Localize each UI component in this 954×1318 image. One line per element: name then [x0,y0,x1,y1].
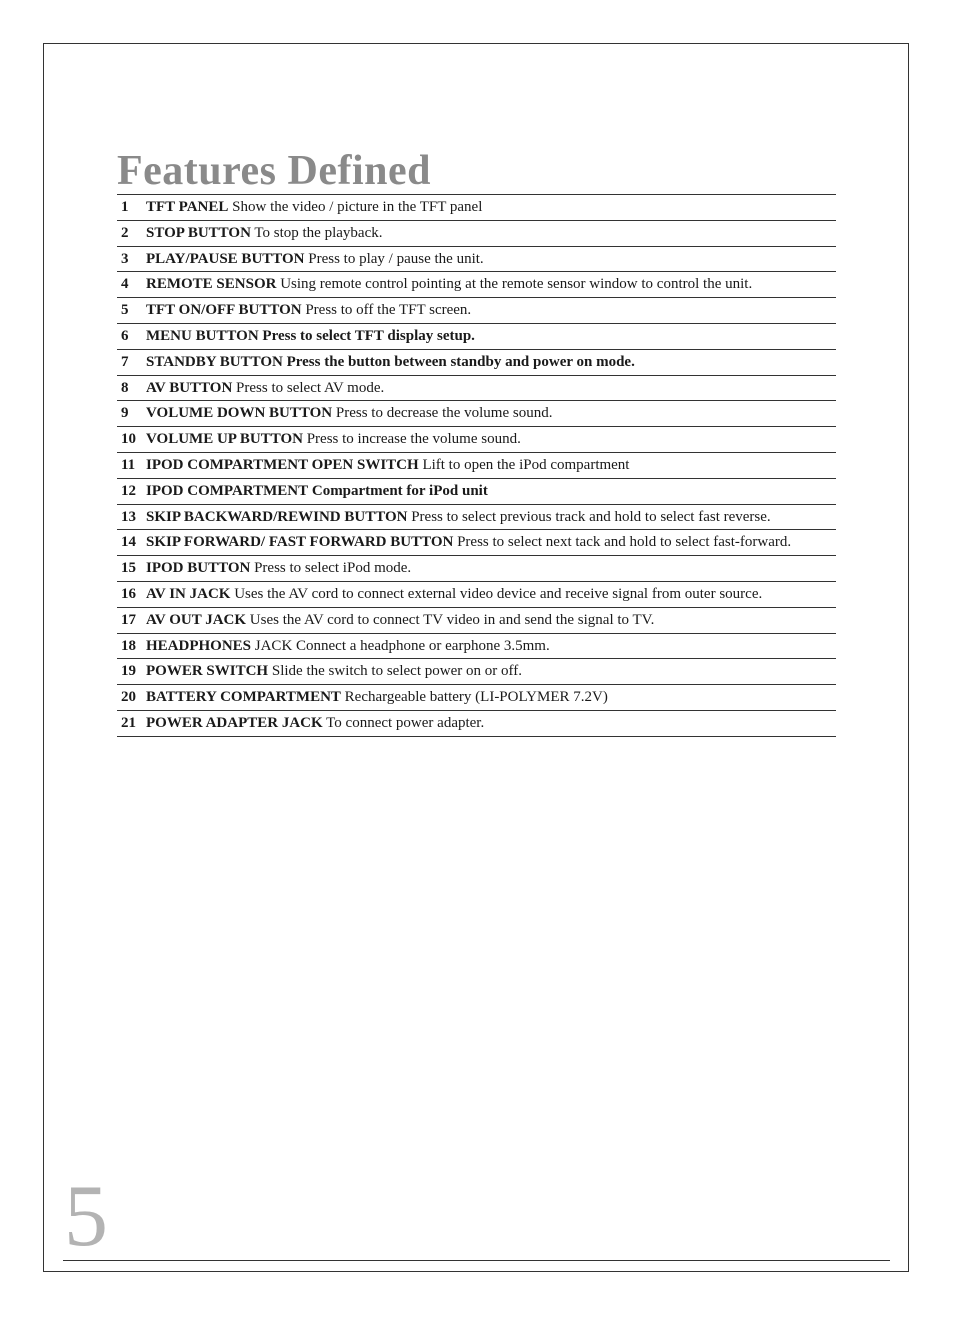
feature-name: IPOD BUTTON [146,560,251,577]
feature-description: Press to off the TFT screen. [305,302,472,319]
feature-number: 12 [121,482,136,499]
feature-number: 16 [121,585,136,602]
feature-row [117,324,836,350]
feature-row [117,659,836,685]
feature-number: 7 [121,353,129,370]
feature-text [146,195,836,220]
feature-text [146,376,836,401]
feature-number: 19 [121,663,136,680]
feature-description: Slide the switch to select power on or off. [271,663,522,680]
feature-text [146,324,836,349]
feature-number: 3 [121,250,129,267]
feature-row [117,530,836,556]
feature-name: AV BUTTON [146,379,233,396]
feature-name: SKIP BACKWARD/REWIND BUTTON [146,508,408,525]
feature-number: 6 [121,327,129,344]
feature-description: JACK Connect a headphone or earphone 3.5mm. [254,637,550,654]
feature-name: IPOD COMPARTMENT [146,482,309,499]
feature-name: POWER ADAPTER JACK [146,714,323,731]
feature-text [146,659,836,684]
feature-text [146,685,836,710]
feature-number: 8 [121,379,129,396]
feature-text [146,530,836,555]
feature-name: REMOTE SENSOR [146,276,277,293]
feature-row [117,505,836,531]
feature-name: HEADPHONES [146,637,252,654]
feature-name: POWER SWITCH [146,663,269,680]
feature-row [117,298,836,324]
feature-description: Press the button between standby and power on mode. [286,353,635,370]
feature-number: 13 [121,508,136,525]
page-number: 5 [64,1168,108,1265]
feature-text [146,634,836,659]
feature-name: SKIP FORWARD/ FAST FORWARD BUTTON [146,534,454,551]
feature-row [117,350,836,376]
page-title: Features Defined [117,148,431,194]
feature-name: IPOD COMPARTMENT OPEN SWITCH [146,456,419,473]
feature-text [146,247,836,272]
feature-name: STANDBY BUTTON [146,353,283,370]
feature-row [117,247,836,273]
feature-description: Compartment for iPod unit [311,482,488,499]
feature-text [146,298,836,323]
feature-text [146,401,836,426]
feature-name: STOP BUTTON [146,224,251,241]
feature-row [117,556,836,582]
feature-description: Lift to open the iPod compartment [422,456,630,473]
feature-row [117,582,836,608]
feature-row [117,685,836,711]
feature-description: Press to decrease the volume sound. [335,405,553,422]
features-table [117,194,836,737]
feature-number: 1 [121,199,129,215]
feature-text [146,272,836,297]
feature-row [117,608,836,634]
feature-text [146,582,836,607]
feature-text [146,711,836,736]
feature-name: AV IN JACK [146,585,231,602]
feature-text [146,221,836,246]
feature-name: MENU BUTTON [146,327,259,344]
footer-rule [63,1260,890,1261]
feature-row [117,401,836,427]
feature-description: Rechargeable battery (LI-POLYMER 7.2V) [344,689,608,706]
feature-number: 9 [121,405,129,422]
feature-number: 2 [121,224,129,241]
feature-row [117,221,836,247]
feature-number: 14 [121,534,136,551]
feature-row [117,634,836,660]
feature-text [146,505,836,530]
feature-description: Press to select previous track and hold to select fast reverse. [411,508,771,525]
feature-number: 10 [121,431,136,448]
feature-row [117,427,836,453]
feature-row [117,195,836,221]
feature-description: Uses the AV cord to connect external video device and receive signal from outer source. [234,585,763,602]
feature-text [146,453,836,478]
feature-description: Press to increase the volume sound. [306,431,521,448]
feature-number: 15 [121,560,136,577]
feature-description: Press to play / pause the unit. [308,250,484,267]
feature-number: 18 [121,637,136,654]
feature-row [117,376,836,402]
feature-number: 21 [121,714,136,731]
feature-name: BATTERY COMPARTMENT [146,689,341,706]
feature-description: Show the video / picture in the TFT panel [232,199,483,215]
feature-number: 20 [121,689,136,706]
feature-text [146,556,836,581]
feature-text [146,479,836,504]
feature-number: 11 [121,456,136,473]
feature-name: VOLUME UP BUTTON [146,431,303,448]
feature-name: VOLUME DOWN BUTTON [146,405,333,422]
feature-description: Using remote control pointing at the remote sensor window to control the unit. [280,276,753,293]
feature-name: TFT ON/OFF BUTTON [146,302,302,319]
feature-text [146,427,836,452]
feature-description: Uses the AV cord to connect TV video in and send the signal to TV. [249,611,655,628]
feature-text [146,608,836,633]
feature-description: Press to select TFT display setup. [262,327,475,344]
feature-description: Press to select iPod mode. [254,560,412,577]
feature-description: Press to select AV mode. [236,379,385,396]
feature-number: 4 [121,276,129,293]
feature-name: TFT PANEL [146,199,229,215]
feature-row [117,453,836,479]
feature-text [146,350,836,375]
feature-row [117,711,836,737]
feature-name: PLAY/PAUSE BUTTON [146,250,305,267]
feature-description: To connect power adapter. [326,714,485,731]
feature-description: Press to select next tack and hold to select fast-forward. [457,534,792,551]
feature-name: AV OUT JACK [146,611,247,628]
feature-number: 5 [121,302,129,319]
feature-row [117,272,836,298]
feature-description: To stop the playback. [254,224,383,241]
feature-row [117,479,836,505]
feature-number: 17 [121,611,136,628]
